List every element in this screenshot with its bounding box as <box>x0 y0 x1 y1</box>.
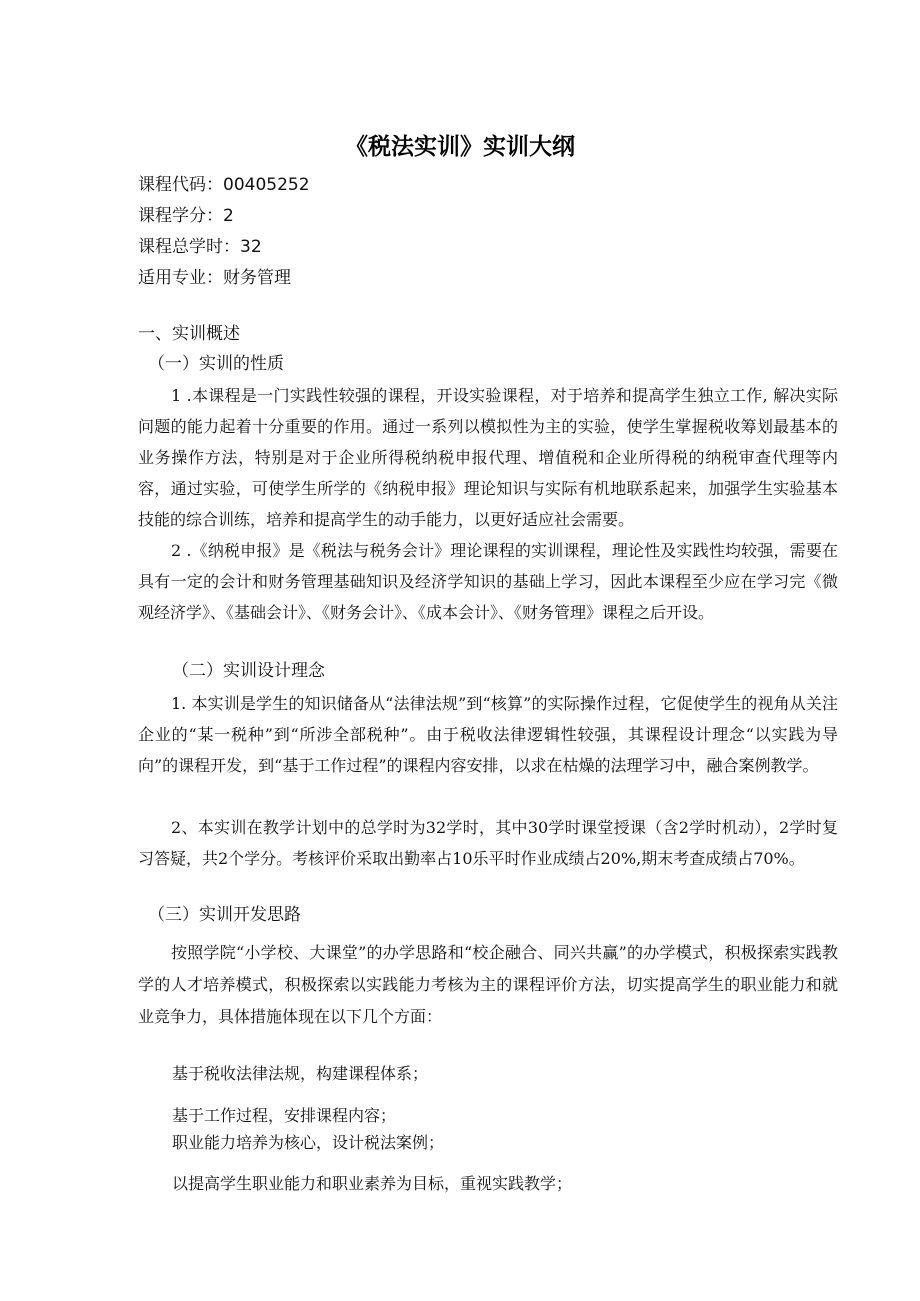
measure-item: 以提高学生职业能力和职业素养为目标，重视实践教学； <box>172 1174 573 1193</box>
measure-item: 基于税收法律法规，构建课程体系； <box>172 1064 429 1083</box>
section-heading-overview: 一、实训概述 <box>138 324 240 344</box>
document-title: 《税法实训》实训大纲 <box>345 134 575 160</box>
course-total-hours: 课程总学时：32 <box>138 237 262 257</box>
measure-item: 基于工作过程，安排课程内容； <box>172 1106 397 1125</box>
measure-item: 职业能力培养为核心，设计税法案例； <box>172 1133 445 1152</box>
paragraph-design-2: 2、本实训在教学计划中的总学时为32学时，其中30学时课堂授课（含2学时机动），2学时复习答疑，共2个学分。考核评价采取出勤率占10乐平时作业成绩占20%,期末考查成绩占70%。 <box>138 818 838 868</box>
subheading-development-ideas: （三）实训开发思路 <box>148 905 301 925</box>
paragraph-nature-1: 1 .本课程是一门实践性较强的课程，开设实验课程，对于培养和提高学生独立工作, 解决实际问题的能力起着十分重要的作用。通过一系列以模拟性为主的实验，使学生掌握税收筹划最基本的业务操作方法，特别是对于企业所得税纳税申报代理、增值税和企业所得税的纳税审查代理等内容，通过实验，可使学生所学的《纳税申报》理论知识与实际有机地联系起来，加强学生实验基本技能的综合训练，培养和提高学生的动手能力，以更好适应社会需要。 <box>138 386 838 529</box>
paragraph-development-1: 按照学院“小学校、大课堂”的办学思路和“校企融合、同兴共赢”的办学模式，积极探索实践教学的人才培养模式，积极探索以实践能力考核为主的课程评价方法，切实提高学生的职业能力和就业竞争力，具体措施体现在以下几个方面： <box>138 943 838 1026</box>
paragraph-nature-2: 2 .《纳税申报》是《税法与税务会计》理论课程的实训课程，理论性及实践性均较强，需要在具有一定的会计和财务管理基础知识及经济学知识的基础上学习，因此本课程至少应在学习完《微观经济学》、《基础会计》、《财务会计》、《成本会计》、《财务管理》课程之后开设。 <box>138 541 838 622</box>
course-code: 课程代码：00405252 <box>138 175 310 195</box>
paragraph-design-1: 1. 本实训是学生的知识储备从“法律法规”到“核算”的实际操作过程，它促使学生的视角从关注企业的“某一税种”到“所涉全部税种”。由于税收法律逻辑性较强，其课程设计理念“以实践为导向”的课程开发，到“基于工作过程”的课程内容安排，以求在枯燥的法理学习中，融合案例教学。 <box>138 694 838 775</box>
course-credits: 课程学分：2 <box>138 206 234 226</box>
applicable-major: 适用专业：财务管理 <box>138 268 291 288</box>
subheading-nature: （一）实训的性质 <box>148 354 284 374</box>
subheading-design-concept: （二）实训设计理念 <box>172 661 325 681</box>
